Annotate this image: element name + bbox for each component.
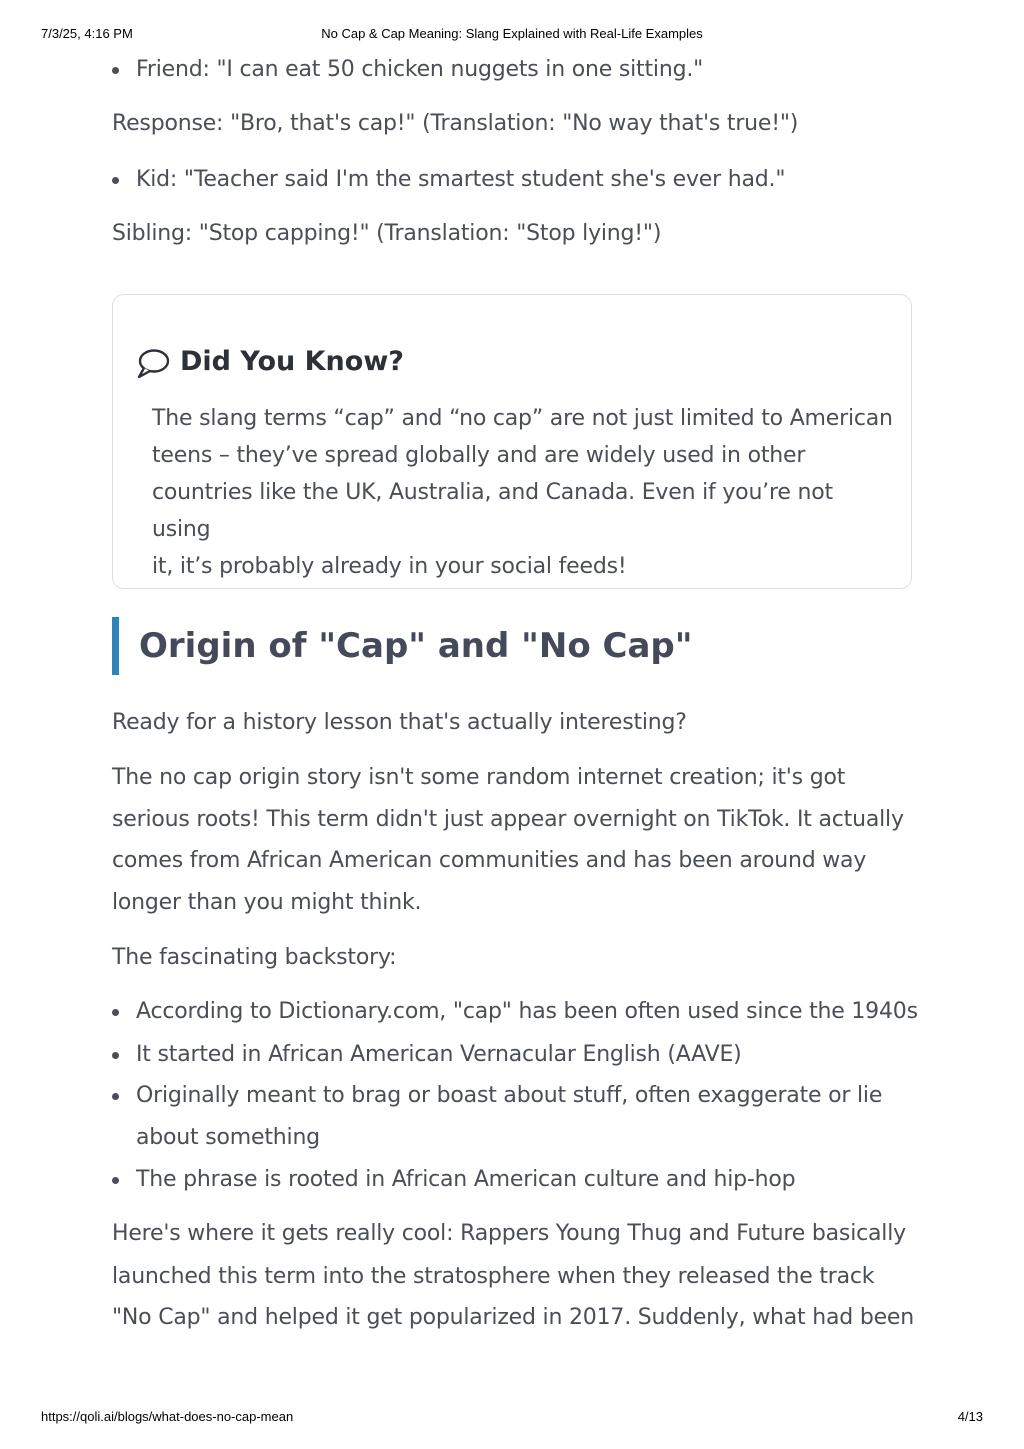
list-item-text: about something xyxy=(136,1125,320,1150)
paragraph-line: longer than you might think. xyxy=(112,890,422,915)
paragraph-line: launched this term into the stratosphere when they released the track xyxy=(112,1264,875,1289)
bullet-dot xyxy=(112,1177,119,1184)
paragraph-line: serious roots! This term didn't just appear overnight on TikTok. It actually xyxy=(112,807,904,832)
print-header xyxy=(0,26,1024,42)
example-response: Response: "Bro, that's cap!" (Translation: "No way that's true!") xyxy=(112,111,799,136)
did-you-know-callout xyxy=(112,294,912,589)
callout-line: it, it’s probably already in your social feeds! xyxy=(152,554,627,579)
callout-line: countries like the UK, Australia, and Canada. Even if you’re not using xyxy=(152,480,833,542)
paragraph-line: "No Cap" and helped it get popularized in 2017. Suddenly, what had been xyxy=(112,1305,915,1330)
bullet-dot xyxy=(112,177,119,184)
example-quote: Kid: "Teacher said I'm the smartest student she's ever had." xyxy=(136,167,786,192)
callout-text xyxy=(152,400,898,585)
paragraph-line: comes from African American communities and has been around way xyxy=(112,848,867,873)
bullet-dot xyxy=(112,67,119,74)
backstory-label: The fascinating backstory: xyxy=(112,945,397,970)
callout-line: The slang terms “cap” and “no cap” are not just limited to American xyxy=(152,406,893,431)
list-item-text: Originally meant to brag or boast about stuff, often exaggerate or lie xyxy=(136,1083,883,1108)
print-footer xyxy=(0,1409,1024,1425)
example-response: Sibling: "Stop capping!" (Translation: "Stop lying!") xyxy=(112,221,662,246)
example-quote: Friend: "I can eat 50 chicken nuggets in one sitting." xyxy=(136,57,704,82)
print-url: https://qoli.ai/blogs/what-does-no-cap-mean xyxy=(41,1409,294,1424)
print-datetime: 7/3/25, 4:16 PM xyxy=(41,26,133,41)
print-page-number: 4/13 xyxy=(957,1409,983,1424)
list-item-text: According to Dictionary.com, "cap" has been often used since the 1940s xyxy=(136,999,918,1024)
section-heading: Origin of "Cap" and "No Cap" xyxy=(139,626,693,666)
heading-accent-bar xyxy=(112,617,119,675)
print-page-title: No Cap & Cap Meaning: Slang Explained with Real-Life Examples xyxy=(321,26,703,41)
bullet-dot xyxy=(112,1009,119,1016)
callout-title: Did You Know? xyxy=(180,346,404,377)
speech-bubble-icon xyxy=(136,348,170,380)
callout-line: teens – they’ve spread globally and are widely used in other xyxy=(152,443,806,468)
bullet-dot xyxy=(112,1093,119,1100)
section-intro: Ready for a history lesson that's actually interesting? xyxy=(112,710,687,735)
paragraph-line: Here's where it gets really cool: Rappers Young Thug and Future basically xyxy=(112,1221,906,1246)
bullet-dot xyxy=(112,1052,119,1059)
paragraph-line: The no cap origin story isn't some random internet creation; it's got xyxy=(112,765,846,790)
list-item-text: It started in African American Vernacular English (AAVE) xyxy=(136,1042,742,1067)
list-item-text: The phrase is rooted in African American culture and hip-hop xyxy=(136,1167,796,1192)
